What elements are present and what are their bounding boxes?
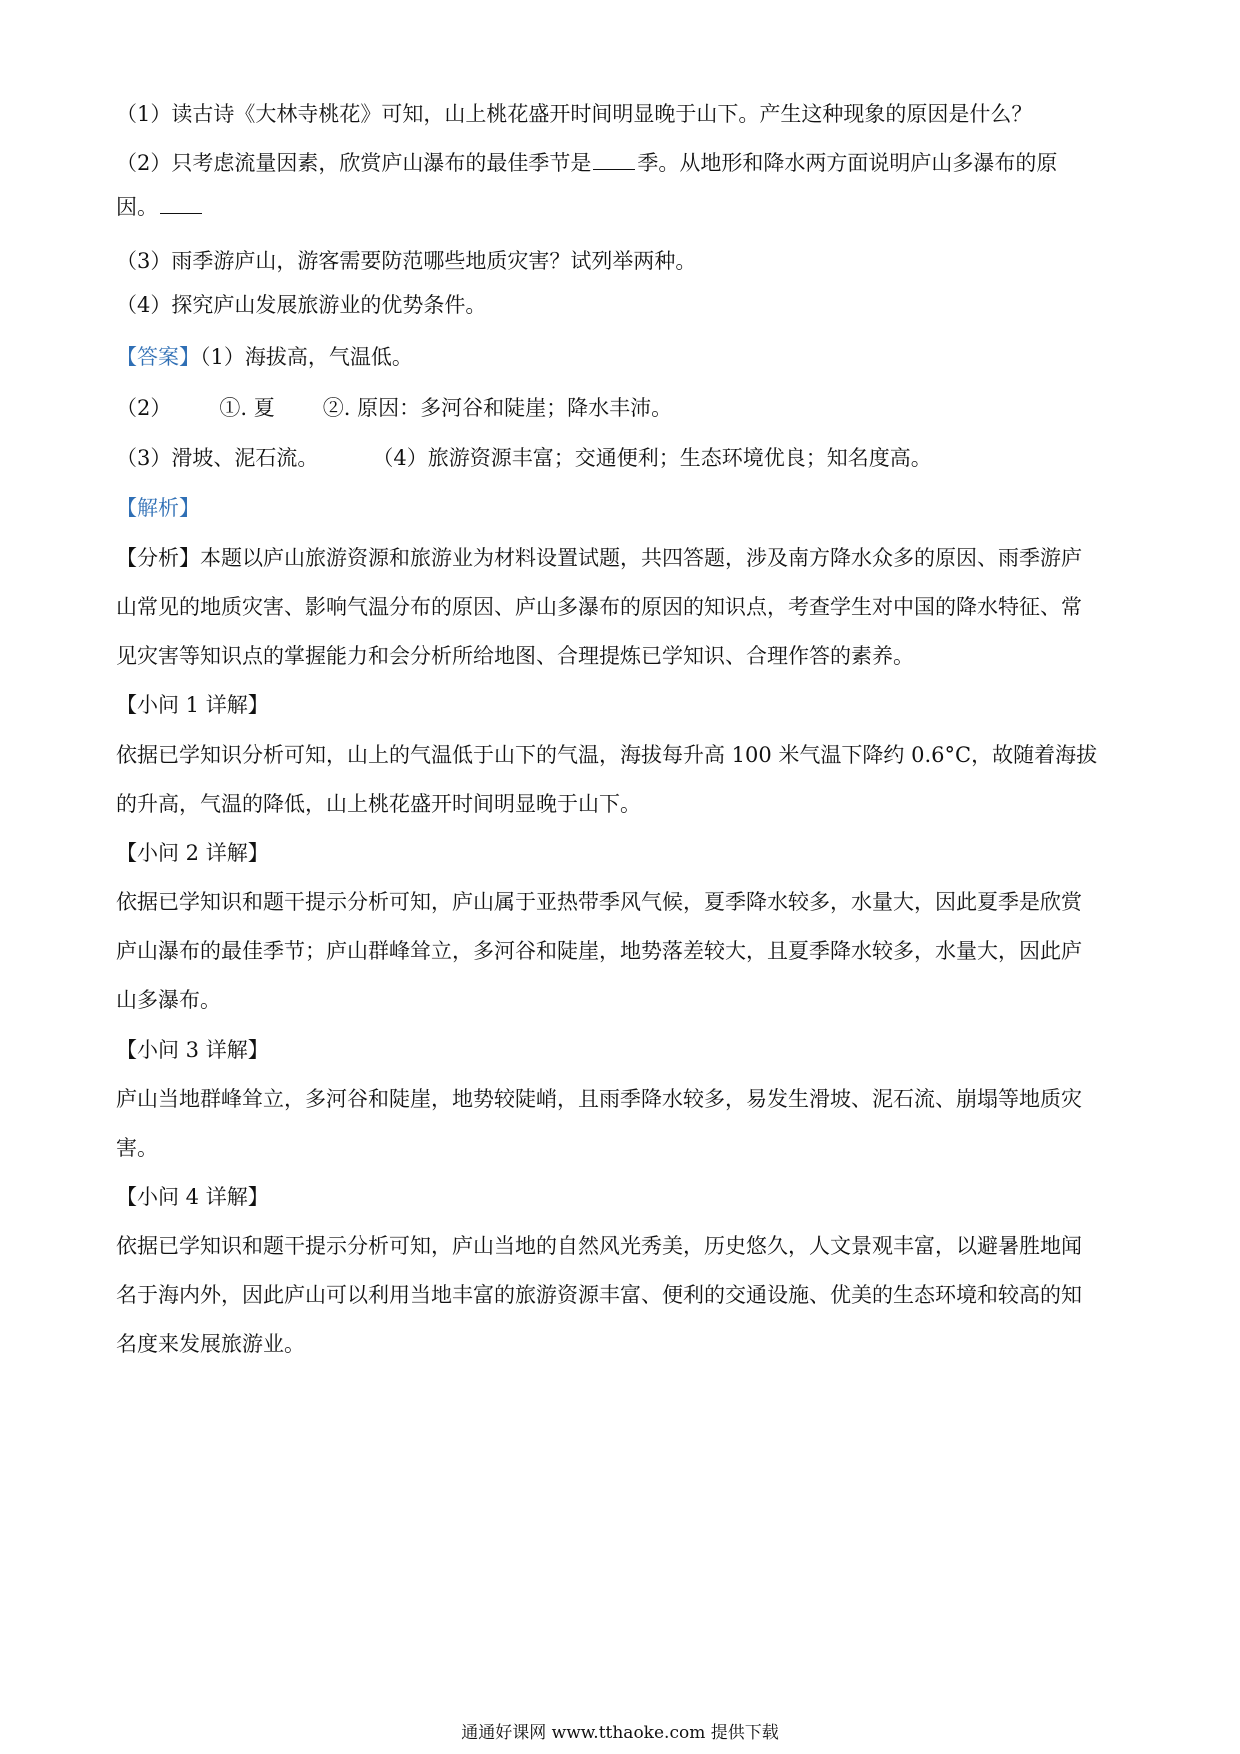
- detail-2-line-2: 庐山瀑布的最佳季节；庐山群峰耸立，多河谷和陡崖，地势落差较大，且夏季降水较多，水量大，因此庐: [116, 939, 1082, 963]
- question-3: （3）雨季游庐山，游客需要防范哪些地质灾害？试列举两种。: [116, 249, 697, 273]
- answer-1: （1）海拔高，气温低。: [200, 345, 413, 369]
- detail-4-heading: 【小问 4 详解】: [116, 1185, 269, 1209]
- answer-line-1: [116, 343, 413, 371]
- analysis-tag: 【解析】: [116, 496, 200, 520]
- detail-3-line-2: 害。: [116, 1136, 158, 1160]
- answer-2-part-1: ①. 夏: [219, 396, 275, 420]
- analysis-line-2: 山常见的地质灾害、影响气温分布的原因、庐山多瀑布的原因的知识点，考查学生对中国的降水特征、常: [116, 595, 1082, 619]
- answer-4: （4）旅游资源丰富；交通便利；生态环境优良；知名度高。: [372, 446, 932, 470]
- question-2-cont: [116, 193, 204, 221]
- answer-2-number: （2）: [116, 396, 172, 420]
- question-4: （4）探究庐山发展旅游业的优势条件。: [116, 293, 487, 317]
- detail-4-line-3: 名度来发展旅游业。: [116, 1332, 305, 1356]
- question-2-text-a: （2）只考虑流量因素，欣赏庐山瀑布的最佳季节是: [116, 151, 592, 175]
- detail-4-line-2: 名于海内外，因此庐山可以利用当地丰富的旅游资源丰富、便利的交通设施、优美的生态环境和较高的知: [116, 1283, 1082, 1307]
- question-1: （1）读古诗《大林寺桃花》可知，山上桃花盛开时间明显晚于山下。产生这种现象的原因是什么？: [116, 102, 1033, 126]
- detail-2-line-1: 依据已学知识和题干提示分析可知，庐山属于亚热带季风气候，夏季降水较多，水量大，因此夏季是欣赏: [116, 890, 1082, 914]
- answer-blank: [593, 149, 635, 170]
- question-2-text-c: 因。: [116, 195, 158, 219]
- answer-line-2: [116, 394, 672, 422]
- answer-tag: 【答案】: [116, 345, 200, 369]
- page-footer: 通通好课网 www.tthaoke.com 提供下载: [461, 1723, 779, 1743]
- detail-2-heading: 【小问 2 详解】: [116, 841, 269, 865]
- answer-blank: [160, 193, 202, 214]
- answer-2-part-2: ②. 原因：多河谷和陡崖；降水丰沛。: [322, 396, 673, 420]
- detail-2-line-3: 山多瀑布。: [116, 988, 221, 1012]
- detail-1-line-1: 依据已学知识分析可知，山上的气温低于山下的气温，海拔每升高 100 米气温下降约 0.6°C，故随着海拔: [116, 743, 1098, 767]
- analysis-line-3: 见灾害等知识点的掌握能力和会分析所给地图、合理提炼已学知识、合理作答的素养。: [116, 644, 914, 668]
- question-2-text-b: 季。从地形和降水两方面说明庐山多瀑布的原: [637, 151, 1058, 175]
- detail-1-heading: 【小问 1 详解】: [116, 693, 269, 717]
- answer-line-3: [116, 444, 932, 472]
- detail-4-line-1: 依据已学知识和题干提示分析可知，庐山当地的自然风光秀美，历史悠久，人文景观丰富，以避暑胜地闻: [116, 1234, 1082, 1258]
- detail-3-line-1: 庐山当地群峰耸立，多河谷和陡崖，地势较陡峭，且雨季降水较多，易发生滑坡、泥石流、崩塌等地质灾: [116, 1087, 1082, 1111]
- answer-3: （3）滑坡、泥石流。: [116, 446, 319, 470]
- question-2: [116, 149, 1057, 177]
- detail-3-heading: 【小问 3 详解】: [116, 1038, 269, 1062]
- detail-1-line-2: 的升高，气温的降低，山上桃花盛开时间明显晚于山下。: [116, 792, 641, 816]
- analysis-line-1: 【分析】本题以庐山旅游资源和旅游业为材料设置试题，共四答题，涉及南方降水众多的原因、雨季游庐: [116, 546, 1082, 570]
